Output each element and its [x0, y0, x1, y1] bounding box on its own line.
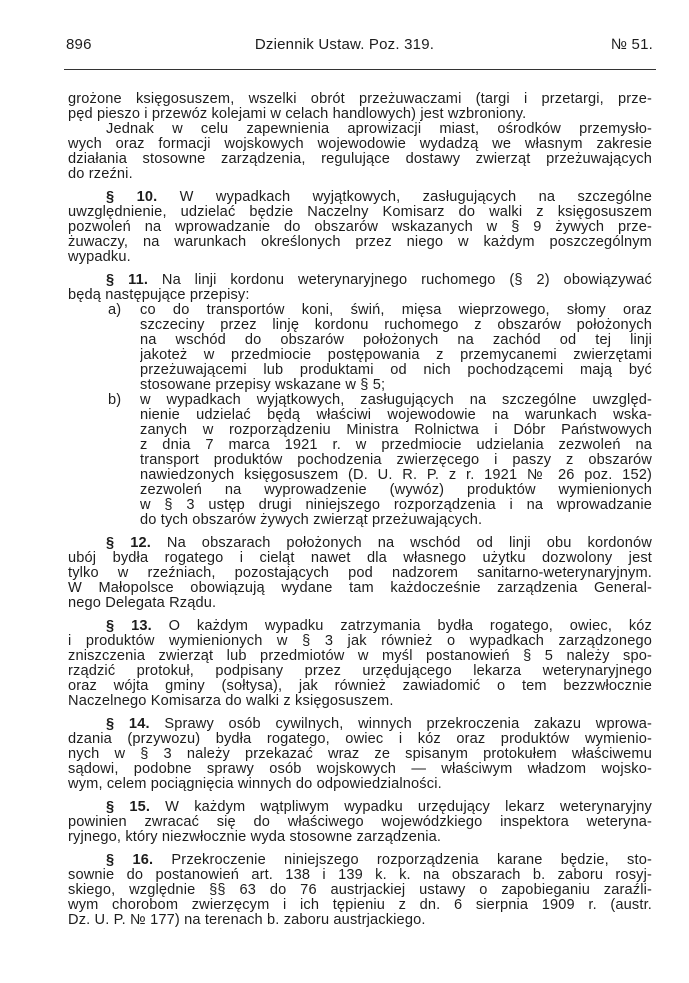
list-item-label: b) — [108, 392, 122, 408]
section-paragraph — [68, 800, 652, 845]
line-text: W wypadkach wyjątkowych, zasługujących na szczególne — [157, 190, 652, 205]
text-line — [68, 536, 652, 551]
list-item-label: a) — [108, 302, 122, 318]
text-line: żuwaczy, na warunkach określonych przez niego w każdym poszczególnym — [68, 235, 652, 250]
text-line: Dz. U. P. № 177) na terenach b. zaboru austrjackiego. — [68, 913, 426, 928]
line-text: W każdym wątpliwym wypadku urzędujący lekarz weterynaryjny — [150, 800, 652, 815]
text-line: ryjnego, który niezwłocznie wyda stosowne zarządzenia. — [68, 830, 442, 845]
list-item — [68, 303, 652, 393]
text-line: rządzić protokuł, podpisany przez urzędującego lekarza weterynaryjnego — [68, 664, 652, 679]
text-line: W Małopolsce obowiązują wydane tam każdocześnie zarządzenia General- — [68, 581, 652, 596]
paragraph — [68, 92, 652, 122]
text-line: szczeciny przez linję kordonu ruchomego z obszarów położonych — [140, 318, 652, 333]
text-line: i produktów wymienionych w § 3 jak również o wypadkach zarządzonego — [68, 634, 652, 649]
list-item — [68, 393, 652, 528]
text-line: nawiedzonych księgosuszem (D. U. R. P. z r. 1921 № 26 poz. 152) — [140, 468, 652, 483]
text-line: ubój bydła rogatego i cieląt nawet dla własnego użytku dozwolony jest — [68, 551, 652, 566]
text-line: pozwoleń na wprowadzanie do obszarów wskazanych w § 9 żywych prze- — [68, 220, 652, 235]
paragraph — [68, 122, 652, 182]
text-line: działania stosowne zarządzenia, regulujące dostawy zwierząt przeżuwających — [68, 152, 652, 167]
text-line: wym, celem pociągnięcia winnych do odpowiedzialności. — [68, 777, 442, 792]
text-line: jakoteż w przedmiocie postępowania z przemycanemi zwierzętami — [140, 348, 652, 363]
text-line — [68, 800, 652, 815]
section-number: § 13. — [106, 619, 152, 634]
section-number: § 14. — [106, 717, 150, 732]
text-line — [68, 619, 652, 634]
section-number: § 15. — [106, 800, 151, 815]
section-number: § 16. — [106, 853, 154, 868]
text-line: do tych obszarów żywych zwierząt przeżuwających. — [140, 513, 483, 528]
line-text: Na linji kordonu weterynaryjnego ruchomego (§ 2) obowiązywać — [148, 273, 652, 288]
text-line: Jednak w celu zapewnienia aprowizacji miast, ośrodków przemysło- — [106, 122, 652, 137]
text-line: co do transportów koni, świń, mięsa wieprzowego, słomy oraz — [140, 303, 652, 318]
section-number: § 10. — [106, 190, 158, 205]
line-text: O każdym wypadku zatrzymania bydła rogatego, owiec, kóz — [151, 619, 652, 634]
text-line — [68, 717, 652, 732]
text-line: sownie do postanowień art. 138 i 139 k. k. na obszarach b. zaboru rosyj- — [68, 868, 652, 883]
text-line: Naczelnego Komisarza do walki z księgosuszem. — [68, 694, 394, 709]
text-line: sądowi, podobne sprawy osób wojskowych — właściwym władzom wojsko- — [68, 762, 652, 777]
journal-title: Dziennik Ustaw. Poz. 319. — [254, 36, 435, 53]
text-line: wypadku. — [68, 250, 131, 265]
text-line: skiego, względnie §§ 63 do 76 austrjackiej ustawy o zapobieganiu zaraźli- — [68, 883, 652, 898]
text-line: wych oraz formacji wojskowych wojewodowie wydadzą we własnym zakresie — [68, 137, 652, 152]
text-line: z dnia 7 marca 1921 r. w przedmiocie udzielania zezwoleń na — [140, 438, 652, 453]
text-line: nego Delegata Rządu. — [68, 596, 217, 611]
text-line: grożone księgosuszem, wszelki obrót przeżuwaczami (targi i przetargi, prze- — [68, 92, 652, 107]
text-line: uwzględnienie, udzielać będzie Naczelny Komisarz do walki z księgosuszem — [68, 205, 652, 220]
text-line: powinien zwracać się do właściwego wojewódzkiego inspektora weteryna- — [68, 815, 652, 830]
text-line: nych w § 3 należy przekazać wraz ze spisanym protokułem właściwemu — [68, 747, 652, 762]
text-line: zezwoleń na wyprowadzenie (wywóz) produktów wymienionych — [140, 483, 652, 498]
text-line: zanych w rozporządzeniu Ministra Rolnictwa i Dóbr Państwowych — [140, 423, 652, 438]
section-paragraph — [68, 190, 652, 265]
header-rule — [64, 69, 656, 70]
text-line: na wschód do obszarów położonych na zachód od tej linji — [140, 333, 652, 348]
text-line: w § 3 ustęp drugi niniejszego rozporządzenia i na wprowadzanie — [140, 498, 652, 513]
section-number: § 12. — [106, 536, 151, 551]
section-paragraph — [68, 853, 652, 928]
section-number: § 11. — [106, 273, 149, 288]
text-line: tylko w rzeźniach, pozostających pod nadzorem sanitarno-weterynaryjnym. — [68, 566, 652, 581]
page-number: 896 — [66, 36, 92, 53]
text-line: zniszczenia zwierząt lub przedmiotów w myśl postanowień § 5 należy spo- — [68, 649, 652, 664]
text-line: pęd pieszo i przewóz kolejami w celach handlowych) jest wzbroniony. — [68, 107, 527, 122]
line-text: Przekroczenie niniejszego rozporządzenia karane będzie, sto- — [153, 853, 652, 868]
section-paragraph — [68, 619, 652, 709]
text-line: przeżuwającemi lub produktami od nich pochodzącemi mają być — [140, 363, 652, 378]
text-line: transport produktów pochodzenia zwierzęcego i paszy z obszarów — [140, 453, 652, 468]
text-line: dzania (przywozu) bydła rogatego, owiec i kóz oraz produktów wymienio- — [68, 732, 652, 747]
section-paragraph — [68, 536, 652, 611]
line-text: Sprawy osób cywilnych, winnych przekroczenia zakazu wprowa- — [149, 717, 652, 732]
text-line: nienie udzielać będą właściwi wojewodowie na warunkach wska- — [140, 408, 652, 423]
text-line — [68, 853, 652, 868]
section-paragraph — [68, 717, 652, 792]
section-paragraph — [68, 273, 652, 303]
line-text: Na obszarach położonych na wschód od linji obu kordonów — [150, 536, 652, 551]
text-line — [68, 273, 652, 288]
text-line: wym chorobom zwierzęcym i ich tępieniu z dn. 6 sierpnia 1909 r. (austr. — [68, 898, 652, 913]
text-line: stosowane przepisy wskazane w § 5; — [140, 378, 386, 393]
text-line: będą następujące przepisy: — [68, 288, 250, 303]
text-line: do rzeźni. — [68, 167, 133, 182]
text-line: oraz wójta gminy (sołtysa), jak również zawiadomić o tem bezzwłocznie — [68, 679, 652, 694]
issue-number: № 51. — [610, 36, 653, 53]
text-line: w wypadkach wyjątkowych, zasługujących na szczególne uwzględ- — [140, 393, 652, 408]
document-body — [68, 92, 652, 928]
text-line — [68, 190, 652, 205]
